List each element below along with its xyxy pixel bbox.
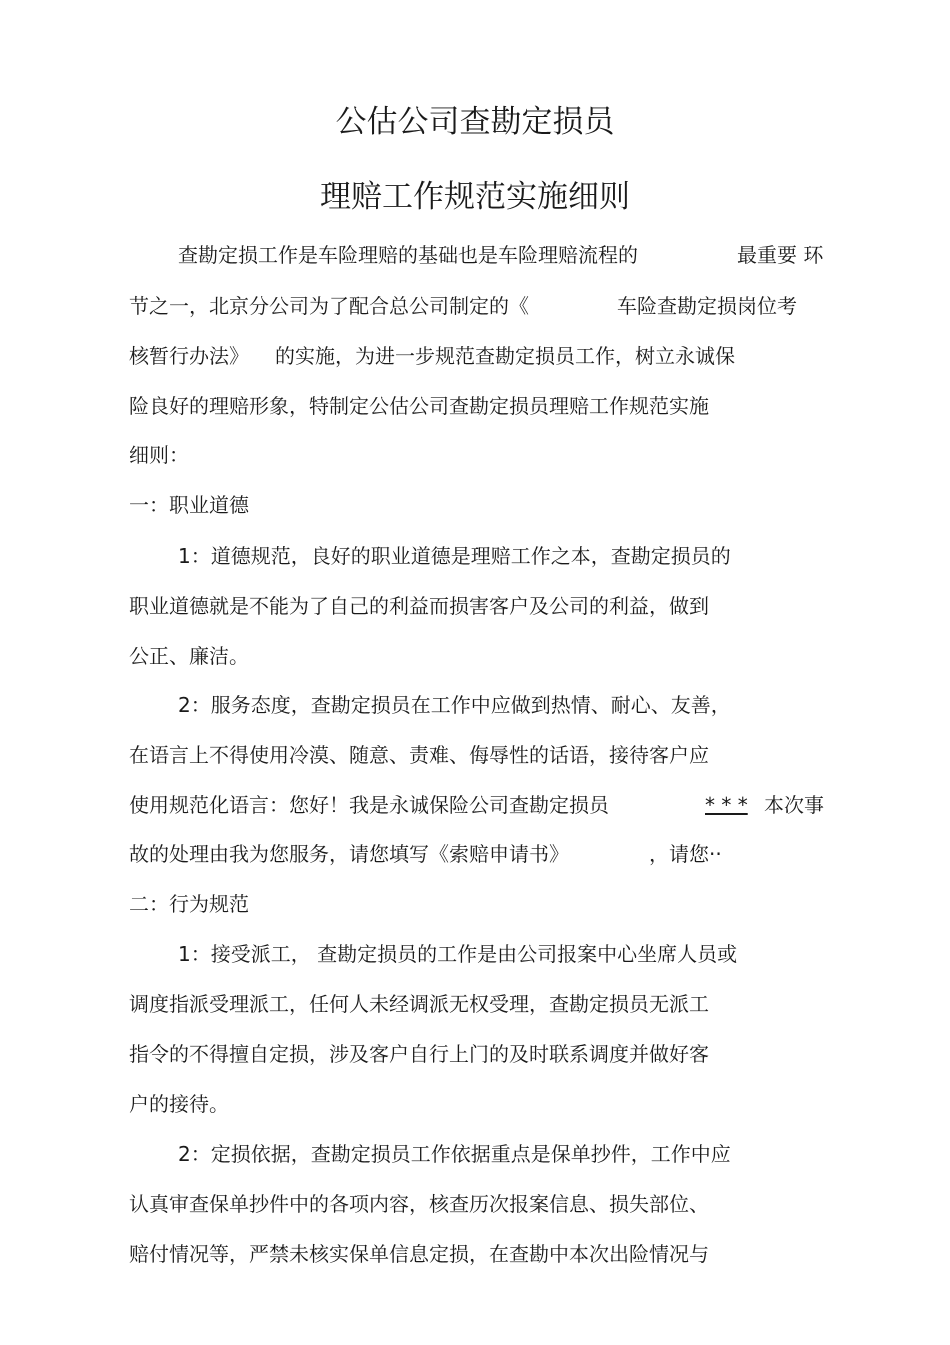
text-span: 调度指派受理派工，任何人未经调派无权受理，查勘定损员无派工 xyxy=(129,992,709,1016)
name-placeholder: * * * xyxy=(705,793,748,817)
text-span: 2：服务态度，查勘定损员在工作中应做到热情、耐心、友善， xyxy=(178,693,731,717)
text-span: ，请您·· xyxy=(649,842,722,866)
text-span: 职业道德就是不能为了自己的利益而损害客户及公司的利益，做到 xyxy=(129,594,709,618)
text-span: 节之一，北京分公司为了配合总公司制定的《 xyxy=(129,294,529,318)
text-span: 查勘定损工作是车险理赔的基础也是车险理赔流程的 xyxy=(178,243,638,267)
text-span: 1：接受派工， 查勘定损员的工作是由公司报案中心坐席人员或 xyxy=(178,942,738,966)
text-span: 险良好的理赔形象，特制定公估公司查勘定损员理赔工作规范实施 xyxy=(129,394,709,418)
title-line-2: 理赔工作规范实施细则 xyxy=(320,179,630,215)
text-span: 故的处理由我为您服务，请您填写《索赔申请书》 xyxy=(129,842,569,866)
text-span: 2：定损依据，查勘定损员工作依据重点是保单抄件，工作中应 xyxy=(178,1142,731,1166)
text-span: 细则： xyxy=(129,443,189,467)
text-span: 指令的不得擅自定损，涉及客户自行上门的及时联系调度并做好客 xyxy=(129,1042,709,1066)
text-span: 本次事 xyxy=(764,793,824,817)
text-span: 核暂行办法》 xyxy=(129,344,249,368)
text-span: 使用规范化语言：您好！我是永诚保险公司查勘定损员 xyxy=(129,793,609,817)
text-span: 赔付情况等，严禁未核实保单信息定损，在查勘中本次出险情况与 xyxy=(129,1242,709,1266)
text-span: 认真审查保单抄件中的各项内容，核查历次报案信息、损失部位、 xyxy=(129,1192,709,1216)
heading-text: 一：职业道德 xyxy=(129,493,249,517)
text-span: 的实施，为进一步规范查勘定损员工作，树立永诚保 xyxy=(275,344,735,368)
title-line-1: 公估公司查勘定损员 xyxy=(335,104,615,140)
text-span: 公正、廉洁。 xyxy=(129,644,249,668)
text-span: 最重要 环 xyxy=(737,243,824,267)
text-span: 在语言上不得使用冷漠、随意、责难、侮辱性的话语，接待客户应 xyxy=(129,743,709,767)
heading-text: 二：行为规范 xyxy=(129,892,249,916)
text-span: 户的接待。 xyxy=(129,1092,229,1116)
text-span: 车险查勘定损岗位考 xyxy=(617,294,797,318)
text-span: 1：道德规范，良好的职业道德是理赔工作之本，查勘定损员的 xyxy=(178,544,731,568)
